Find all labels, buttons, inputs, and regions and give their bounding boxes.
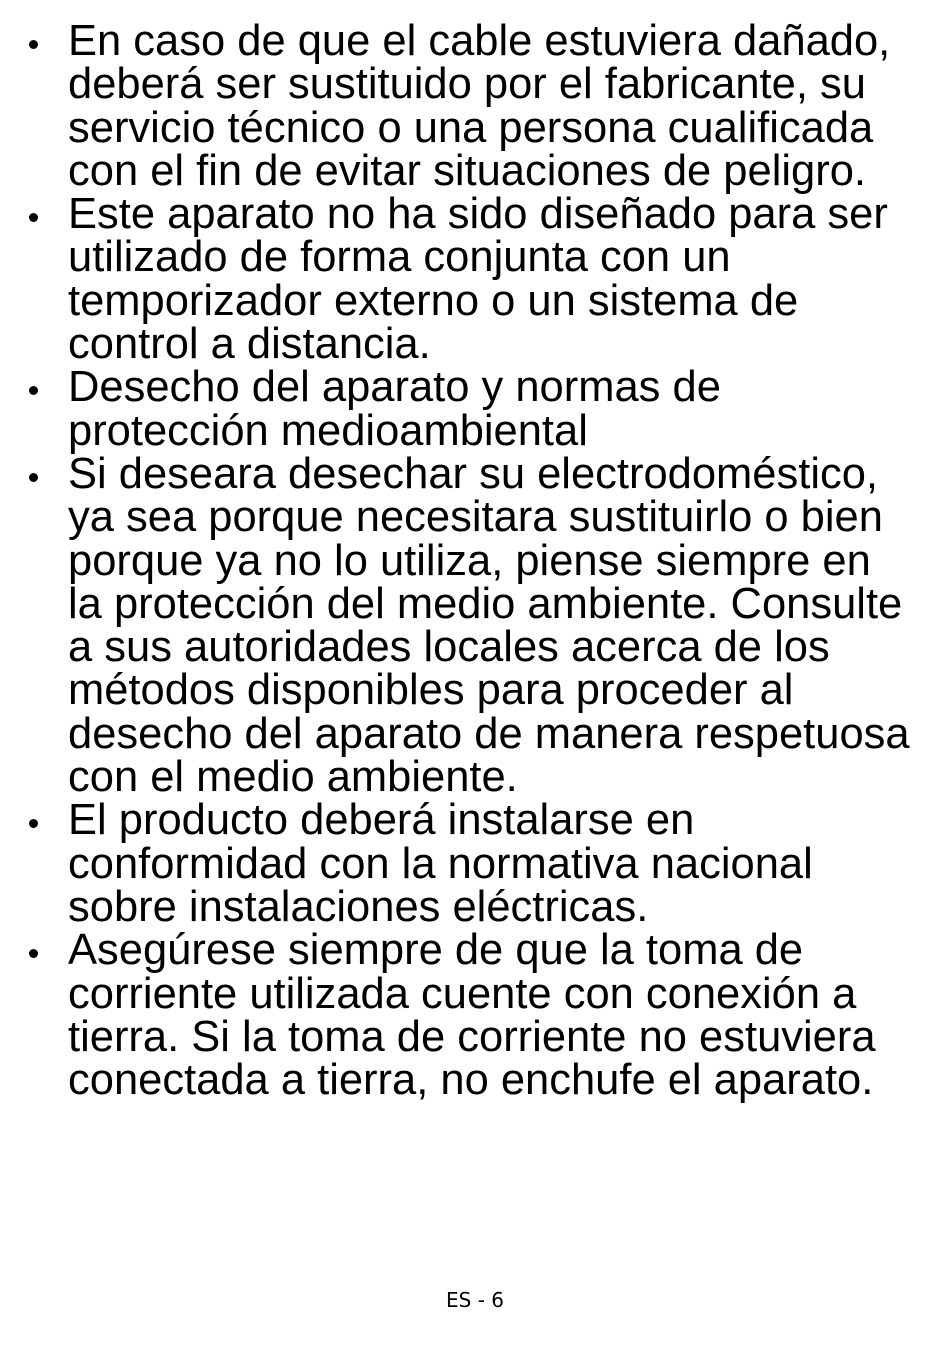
list-item-text: Desecho del aparato y normas de protección medioambiental [68, 363, 721, 455]
list-item-timer-warning [0, 190, 950, 369]
list-item-disposal-instructions [0, 449, 950, 802]
list-item-text: En caso de que el cable estuviera dañado, deberá ser sustituido por el fabricante, su servicio técnico o una persona cualificada con el fin de evitar situaciones de peligro. [68, 17, 891, 195]
list-item-text: El producto deberá instalarse en conformidad con la normativa nacional sobre instalaciones eléctricas. [68, 796, 813, 931]
list-item-text: Asegúrese siempre de que la toma de corriente utilizada cuente con conexión a tierra. Si la toma de corriente no estuviera conectada a tierra, no enchufe el aparato. [68, 926, 876, 1105]
list-item-cable-damage [0, 17, 950, 195]
list-item-text: Si deseara desechar su electrodoméstico, ya sea porque necesitara sustituirlo o bien porque ya no lo utiliza, piense siempre en la protección del medio ambiente. Consulte a sus autoridades locales acerca de los métodos disponibles para proceder al desecho del aparato de manera respetuosa con el medio ambiente. [68, 449, 910, 802]
bullet-icon [29, 40, 38, 49]
bullet-icon [29, 213, 38, 222]
bullet-icon [29, 473, 38, 482]
bullet-icon [29, 949, 38, 958]
page-number: ES - 6 [446, 1288, 504, 1312]
list-item-installation [0, 796, 950, 931]
list-item-text: Este aparato no ha sido diseñado para ser utilizado de forma conjunta con un temporizador externo o un sistema de control a distancia. [68, 190, 888, 369]
list-item-disposal-heading [0, 363, 950, 455]
safety-instructions-list [0, 17, 950, 1105]
bullet-icon [29, 386, 38, 395]
bullet-icon [29, 819, 38, 828]
list-item-grounding [0, 926, 950, 1105]
